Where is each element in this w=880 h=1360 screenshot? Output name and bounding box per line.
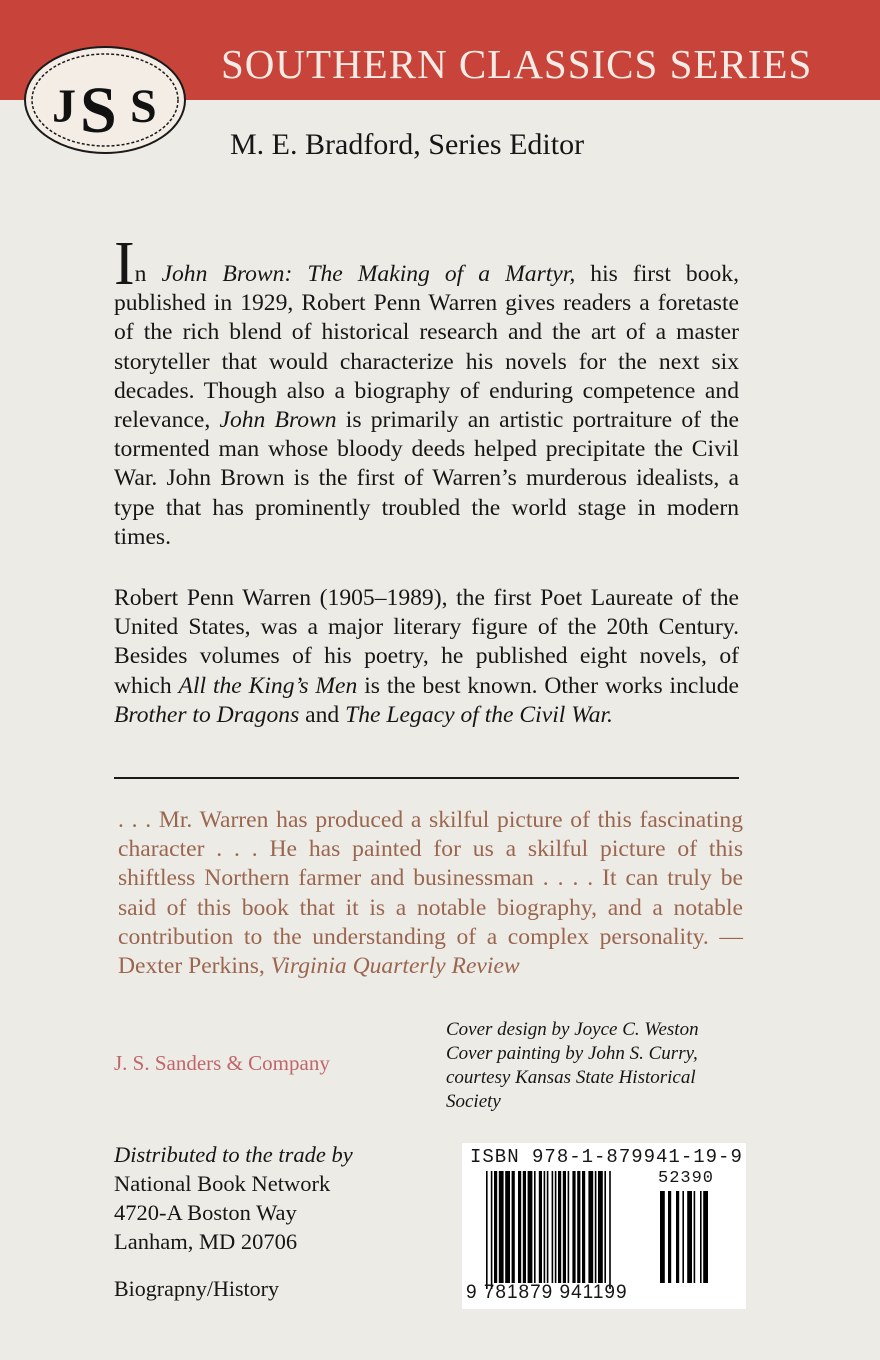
distributor-line: Lanham, MD 20706 [114,1229,298,1254]
text-run: is primarily an artistic portraiture of the tormented man whose bloody deeds helped precipitate the Civil War. John Brown is the first of Warren’s murderous idealists, a type that has prominently troubled the world stage in modern times. [114,407,739,550]
addon-bar [682,1191,684,1283]
text-run: Robert Penn Warren (1905–1989), the first Poet Laureate of the United States, was a major literary figure of the 20th Century. Besides volumes of his poetry, he published eight novels, of which [114,585,739,699]
isbn-text: ISBN 978-1-879941-19-9 [470,1146,743,1168]
barcode-bar [609,1171,611,1289]
distribution-info [114,1140,353,1256]
credit-line: Society [446,1091,501,1112]
svg-text:S: S [130,80,157,133]
addon-bar [694,1191,696,1283]
barcode-bar [491,1171,493,1289]
description-paragraph-1 [114,230,739,552]
book-title: Brother to Dragons [114,701,300,728]
cover-credits [446,1018,746,1114]
barcode-bar [523,1171,526,1283]
credit-line: Cover painting by John S. Curry, [446,1043,698,1064]
barcode-bar [494,1171,497,1283]
barcode-bar [572,1171,575,1283]
barcode-bar [486,1171,488,1289]
quote-text: . . . Mr. Warren has produced a skilful picture of this fascinating character . . . He has painted for us a skilful picture of this shiftless Northern farmer and businessman . . . . It can truly be said of this book that it is a notable biography, and a notable contribution to the understanding of a complex personality. — Dexter Perkins, [118,807,743,980]
barcode-bar [577,1171,580,1283]
divider [114,777,739,779]
text-run: his first book, published in 1929, Robert Penn Warren gives readers a foretaste of the rich blend of historical research and the art of a master storyteller that would characterize his novels for the next six decades. Though also a biography of enduring competence and relevance, [114,261,739,434]
barcode-bar [552,1171,554,1283]
barcode-block [462,1143,746,1309]
credit-line: courtesy Kansas State Historical [446,1067,696,1088]
barcode-bar [534,1171,536,1283]
ean-digits: 9 781879 941199 [466,1282,628,1303]
series-logo [22,44,188,156]
barcode-bar [528,1171,533,1283]
addon-bar [687,1191,692,1283]
text-run: is the best known. Other works include [357,672,739,699]
category-label: Biograpny/History [114,1276,279,1301]
barcode-bar [563,1171,566,1283]
barcode-bar [555,1171,557,1283]
addon-bar [700,1191,702,1283]
distribution-lead: Distributed to the trade by [114,1142,353,1167]
price-code: 52390 [658,1169,715,1188]
barcode-bar [604,1171,606,1283]
addon-bar [660,1191,665,1283]
dropcap: I [114,230,135,298]
book-title: All the King’s Men [178,672,358,699]
text-run: and [299,701,346,728]
series-title: SOUTHERN CLASSICS SERIES [221,41,813,87]
barcode-bar [582,1171,585,1283]
addon-bar [703,1191,708,1283]
barcode-bar [505,1171,510,1283]
series-editor: M. E. Bradford, Series Editor [230,128,585,161]
barcode-bar [518,1171,521,1283]
description-paragraph-2 [114,584,739,730]
barcode-bar [512,1171,515,1283]
text-run: n [134,261,162,287]
barcode-bar [547,1171,549,1283]
publisher-name: J. S. Sanders & Company [114,1051,330,1075]
svg-text:S: S [80,74,117,147]
distributor-line: 4720-A Boston Way [114,1200,297,1225]
barcode-bar [588,1171,593,1283]
barcode-bar [544,1171,546,1283]
barcode-bar [595,1171,597,1283]
addon-bar [668,1191,671,1283]
barcode-bar [539,1171,542,1283]
barcode-bar [558,1171,561,1283]
barcode-bar [499,1171,504,1283]
svg-text:J: J [52,80,76,133]
book-title: John Brown: The Making of a Martyr, [161,261,576,287]
book-title: John Brown [219,407,337,434]
quote-source: Virginia Quarterly Review [270,953,520,980]
barcode-bar [598,1171,603,1283]
distributor-line: National Book Network [114,1171,331,1196]
review-quote [118,806,743,981]
credit-line: Cover design by Joyce C. Weston [446,1019,699,1040]
book-title: The Legacy of the Civil War. [345,701,613,728]
addon-bar [676,1191,679,1283]
barcode-bar [568,1171,570,1283]
